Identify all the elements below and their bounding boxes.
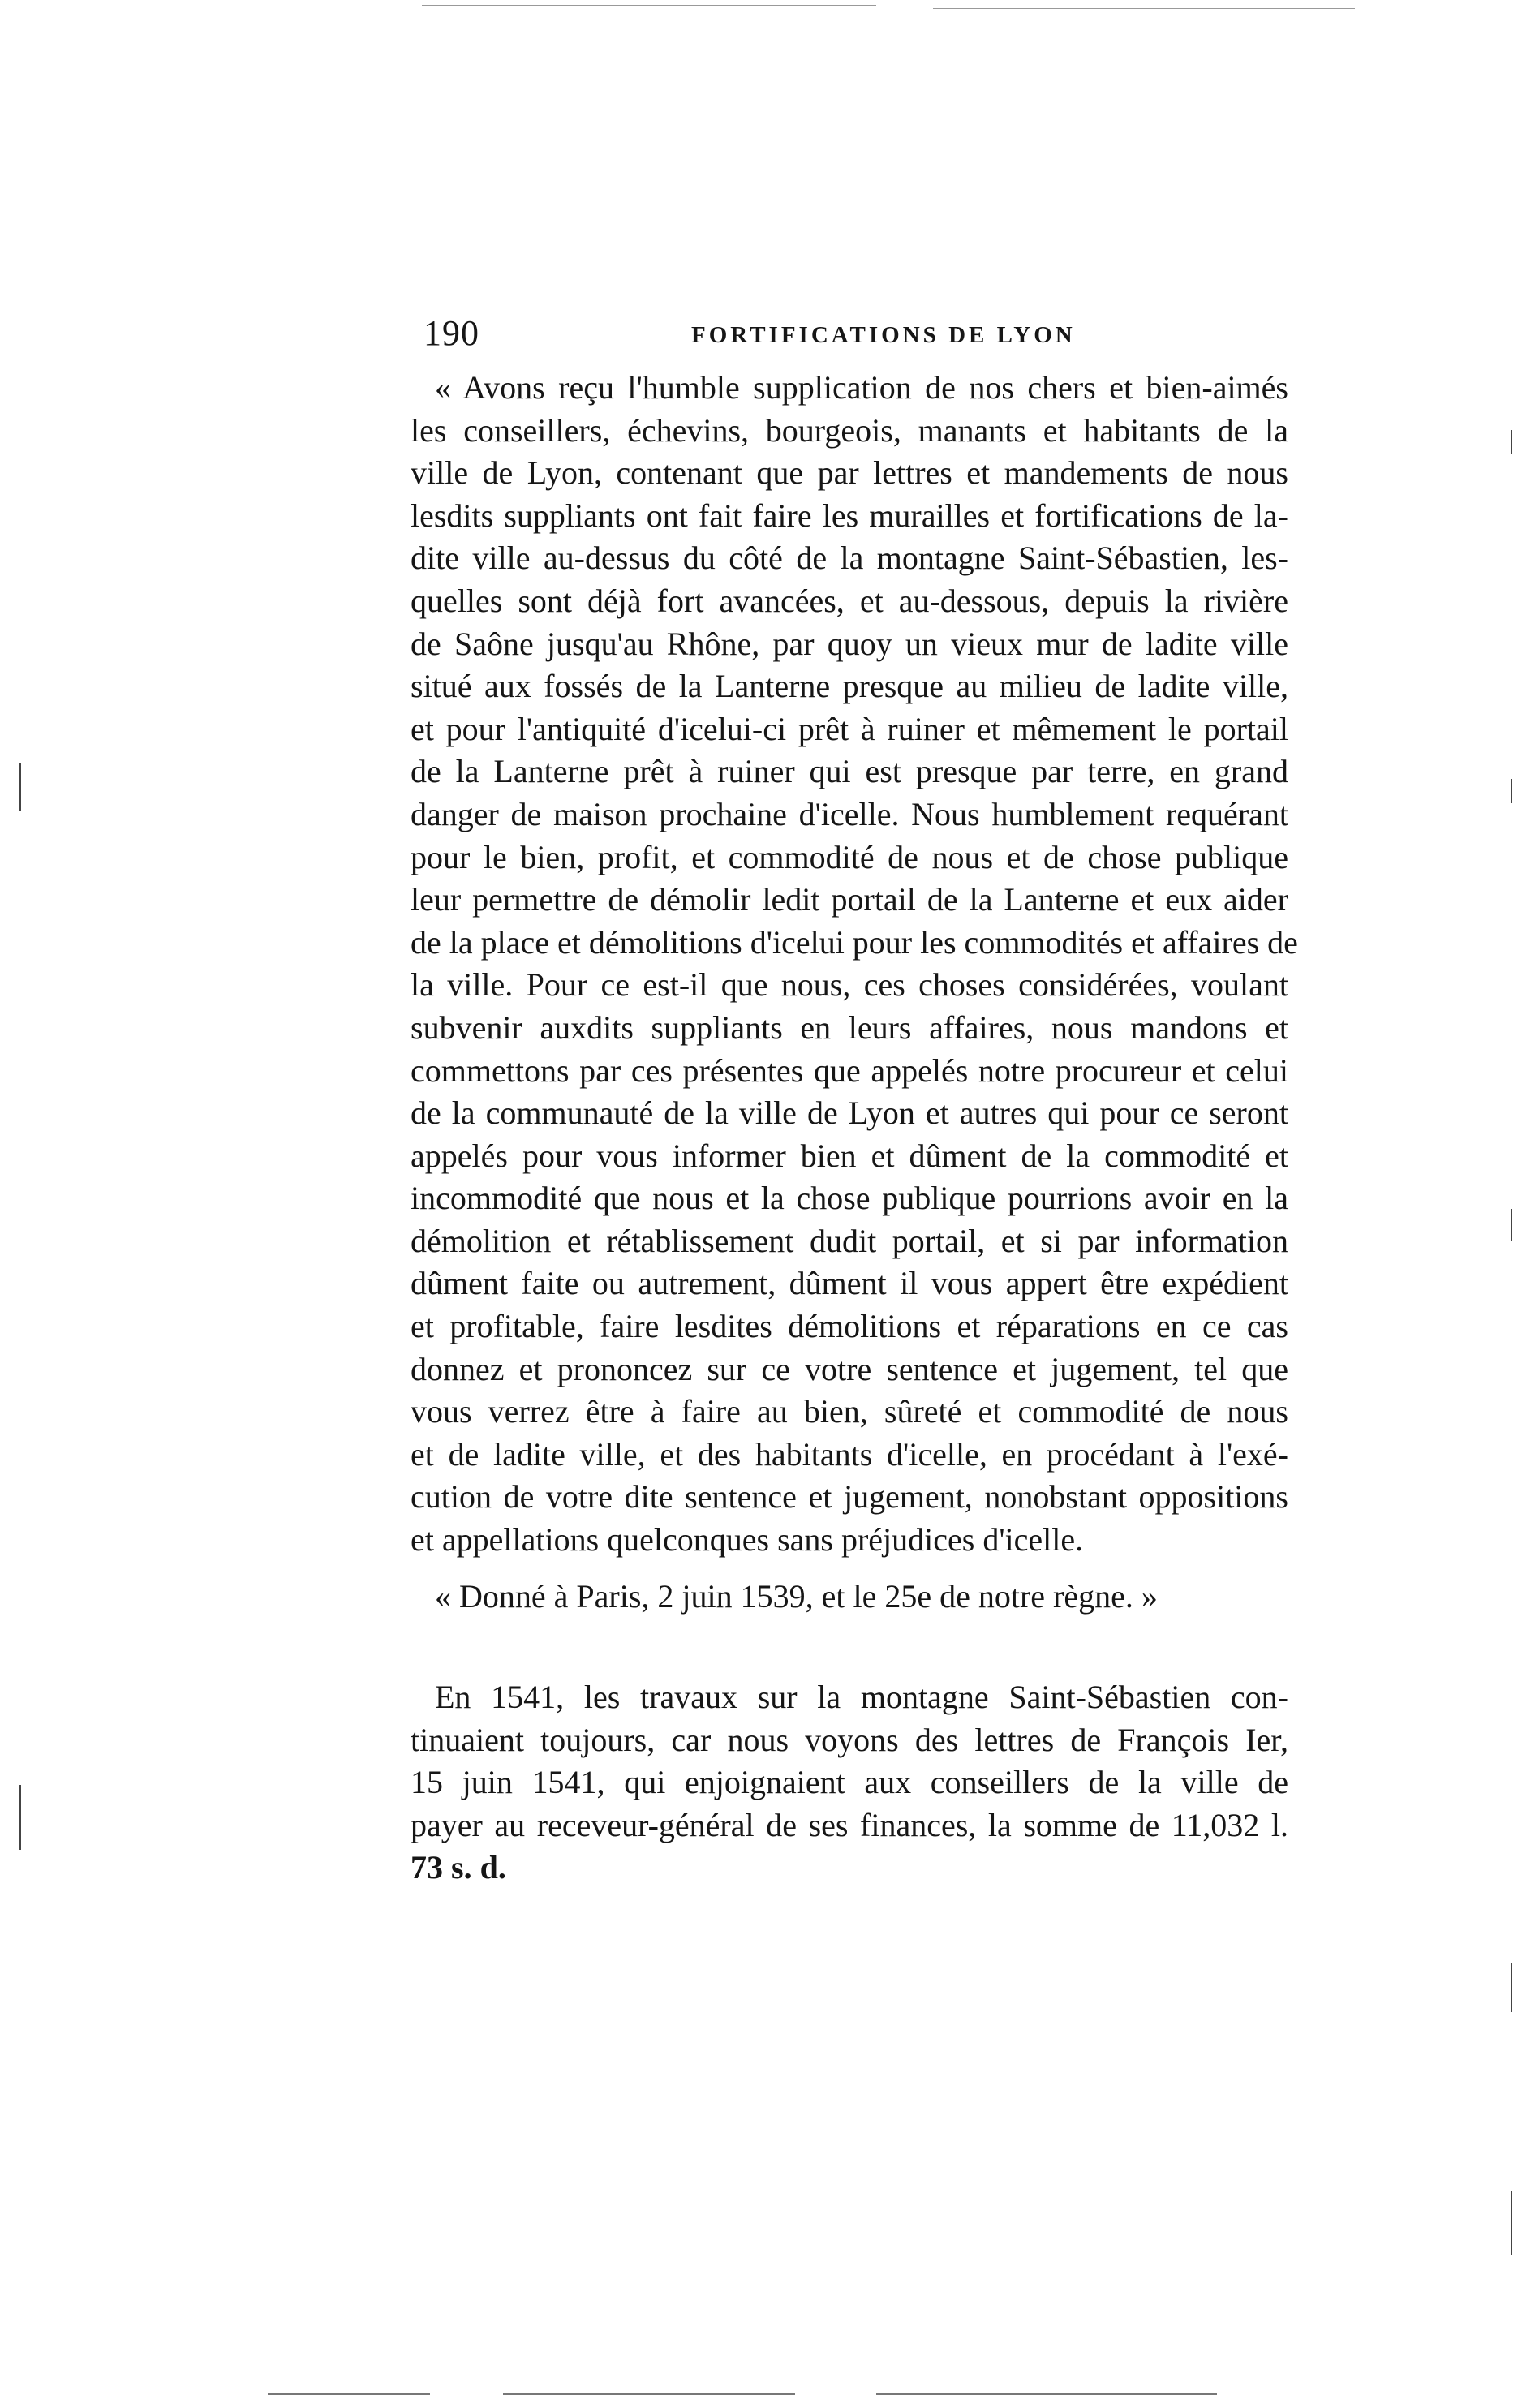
text-line: danger de maison prochaine d'icelle. Nous humblement requérant — [411, 795, 1288, 832]
text-line: « Avons reçu l'humble supplication de nos chers et bien-aimés — [435, 369, 1288, 406]
text-line: cution de votre dite sentence et jugement, nonobstant oppositions — [411, 1478, 1288, 1516]
left-margin-mark — [19, 763, 21, 811]
text-line: situé aux fossés de la Lanterne presque au milieu de ladite ville, — [411, 668, 1288, 705]
letter-closing-line: « Donné à Paris, 2 juin 1539, et le 25e de notre règne. » — [435, 1578, 1158, 1615]
text-line: les conseillers, échevins, bourgeois, manants et habitants de la — [411, 411, 1288, 449]
text-line: et pour l'antiquité d'icelui-ci prêt à ruiner et mêmement le portail — [411, 710, 1288, 747]
bottom-edge-rule — [503, 2393, 795, 2395]
right-margin-mark — [1511, 1209, 1512, 1241]
text-line: et de ladite ville, et des habitants d'icelle, en procédant à l'exé- — [411, 1435, 1288, 1473]
text-line: pour le bien, profit, et commodité de nous et de chose publique — [411, 838, 1288, 875]
text-line: dite ville au-dessus du côté de la montagne Saint-Sébastien, les- — [411, 540, 1288, 577]
top-edge-rule — [933, 8, 1355, 9]
text-line: incommodité que nous et la chose publique pourrions avoir en la — [411, 1180, 1288, 1217]
running-title: FORTIFICATIONS DE LYON — [691, 322, 1076, 348]
text-line: démolition et rétablissement dudit portail, et si par information — [411, 1222, 1288, 1259]
text-line: et appellations quelconques sans préjudices d'icelle. — [411, 1521, 1084, 1559]
text-line: la ville. Pour ce est-il que nous, ces choses considérées, voulant — [411, 966, 1288, 1004]
text-line: En 1541, les travaux sur la montagne Saint-Sébastien con- — [435, 1679, 1288, 1715]
top-edge-rule — [422, 5, 876, 6]
right-margin-mark — [1511, 779, 1512, 803]
text-line: de Saône jusqu'au Rhône, par quoy un vieux mur de ladite ville — [411, 625, 1288, 662]
text-line: de la Lanterne prêt à ruiner qui est presque par terre, en grand — [411, 753, 1288, 790]
royal-letter-text — [411, 367, 1298, 1562]
page-number: 190 — [423, 313, 479, 353]
text-line: de la place et démolitions d'icelui pour les commodités et affaires de — [411, 923, 1298, 961]
page-header — [423, 312, 1279, 361]
text-line: ville de Lyon, contenant que par lettres et mandements de nous — [411, 454, 1288, 492]
bottom-edge-rule — [876, 2393, 1217, 2395]
text-line: dûment faite ou autrement, dûment il vous appert être expédient — [411, 1265, 1288, 1302]
text-line: 73 s. d. — [411, 1849, 506, 1886]
text-line: de la communauté de la ville de Lyon et autres qui pour ce seront — [411, 1094, 1288, 1132]
right-margin-mark — [1511, 430, 1512, 454]
text-line: commettons par ces présentes que appelés notre procureur et celui — [411, 1051, 1288, 1089]
text-line: vous verrez être à faire au bien, sûreté et commodité de nous — [411, 1393, 1288, 1430]
text-line: tinuaient toujours, car nous voyons des lettres de François Ier, — [411, 1721, 1288, 1758]
text-line: appelés pour vous informer bien et dûment de la commodité et — [411, 1137, 1288, 1174]
right-margin-mark — [1511, 1963, 1512, 2012]
text-line: subvenir auxdits suppliants en leurs affaires, nous mandons et — [411, 1008, 1288, 1046]
narrative-paragraph — [411, 1676, 1288, 1890]
text-line: payer au receveur-général de ses finances, la somme de 11,032 l. — [411, 1806, 1288, 1843]
bottom-edge-rule — [268, 2393, 430, 2395]
text-line: et profitable, faire lesdites démolitions et réparations en ce cas — [411, 1308, 1288, 1345]
right-margin-mark — [1511, 2191, 1512, 2255]
text-line: leur permettre de démolir ledit portail de la Lanterne et eux aider — [411, 881, 1288, 918]
left-margin-mark — [19, 1785, 21, 1850]
text-line: lesdits suppliants ont fait faire les murailles et fortifications de la- — [411, 497, 1288, 534]
text-line: quelles sont déjà fort avancées, et au-dessous, depuis la rivière — [411, 582, 1288, 619]
text-line: donnez et prononcez sur ce votre sentence et jugement, tel que — [411, 1350, 1288, 1387]
text-line: 15 juin 1541, qui enjoignaient aux conseillers de la ville de — [411, 1764, 1288, 1801]
